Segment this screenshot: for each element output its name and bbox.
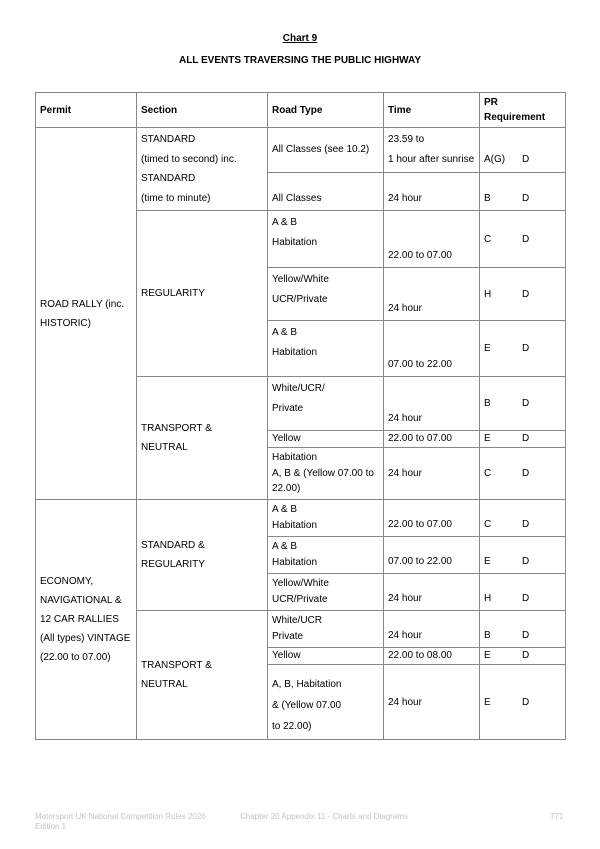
road-type-cell xyxy=(268,500,384,537)
pr-cell xyxy=(480,128,566,173)
pr-code: C xyxy=(484,233,492,245)
pr-cell xyxy=(480,611,566,648)
road-type-cell: All Classes xyxy=(268,172,384,210)
road-type-cell xyxy=(268,537,384,574)
road-text: Yellow/White xyxy=(272,578,329,589)
permit-text: ROAD RALLY (inc. xyxy=(40,298,125,310)
time-cell: 24 hour xyxy=(384,268,480,321)
pr-cell xyxy=(480,172,566,210)
section-text: NEUTRAL xyxy=(141,442,188,453)
road-text: Habitation xyxy=(272,557,318,568)
chart-subtitle: ALL EVENTS TRAVERSING THE PUBLIC HIGHWAY xyxy=(178,55,422,66)
col-pr: PR xyxy=(484,97,498,108)
time-cell: 24 hour xyxy=(384,611,480,648)
section-text: STANDARD xyxy=(141,173,196,184)
pr-code: D xyxy=(522,555,530,567)
section-text: NEUTRAL xyxy=(141,679,188,690)
road-text: 22.00) xyxy=(272,483,301,494)
pr-code: H xyxy=(484,288,492,300)
permit-text: HISTORIC) xyxy=(40,317,91,329)
pr-code: D xyxy=(522,433,530,444)
pr-cell xyxy=(480,268,566,321)
section-standard xyxy=(137,128,268,211)
table-row xyxy=(36,128,566,173)
road-text: UCR/Private xyxy=(272,293,328,305)
time-cell: 22.00 to 07.00 xyxy=(384,211,480,268)
pr-code: D xyxy=(522,696,530,708)
road-text: Habitation xyxy=(272,520,318,531)
road-text: A & B xyxy=(272,217,298,228)
road-type-cell xyxy=(268,611,384,648)
pr-cell xyxy=(480,211,566,268)
pr-code: D xyxy=(522,233,530,245)
road-type-cell xyxy=(268,211,384,268)
road-type-cell xyxy=(268,448,384,500)
col-permit: Permit xyxy=(36,93,137,128)
time-cell: 22.00 to 07.00 xyxy=(384,500,480,537)
section-transport xyxy=(137,377,268,500)
permit-text: ECONOMY, xyxy=(40,576,94,587)
chart-label: Chart 9 xyxy=(282,33,318,44)
pr-code: D xyxy=(522,288,530,300)
section-standard-regularity xyxy=(137,500,268,611)
section-transport-neutral xyxy=(137,611,268,740)
pr-cell xyxy=(480,448,566,500)
road-type-cell xyxy=(268,665,384,740)
section-text: REGULARITY xyxy=(141,559,205,570)
pr-code: E xyxy=(484,555,491,567)
pr-code: D xyxy=(522,650,530,661)
permit-text: 12 CAR RALLIES xyxy=(40,614,119,625)
pr-code: E xyxy=(484,650,491,661)
road-type-cell xyxy=(268,377,384,431)
road-type-cell: Yellow xyxy=(268,648,384,665)
road-text: A, B & (Yellow 07.00 to xyxy=(272,467,374,479)
footer-text: Edition 1 xyxy=(35,822,67,831)
road-text: Private xyxy=(272,402,304,414)
pr-cell xyxy=(480,377,566,431)
section-text: (timed to second) inc. xyxy=(141,153,237,165)
road-text: Habitation xyxy=(272,236,318,248)
pr-cell xyxy=(480,665,566,740)
rules-table xyxy=(35,92,566,740)
road-text: A, B, Habitation xyxy=(272,679,342,690)
pr-code: B xyxy=(484,398,491,409)
section-text: TRANSPORT & xyxy=(141,660,212,671)
pr-code: C xyxy=(484,468,492,479)
col-road-type: Road Type xyxy=(268,93,384,128)
pr-cell xyxy=(480,500,566,537)
pr-code: D xyxy=(522,518,530,530)
section-regularity: REGULARITY xyxy=(137,211,268,377)
section-text: STANDARD xyxy=(141,134,196,145)
pr-code: C xyxy=(484,518,492,530)
road-type-cell xyxy=(268,574,384,611)
road-text: & (Yellow 07.00 xyxy=(272,700,342,711)
pr-cell xyxy=(480,574,566,611)
pr-code: B xyxy=(484,629,491,641)
col-pr-requirement xyxy=(480,93,566,128)
section-text: STANDARD & xyxy=(141,540,205,551)
pr-code: D xyxy=(522,629,530,641)
pr-cell xyxy=(480,537,566,574)
time-cell: 24 hour xyxy=(384,665,480,740)
pr-code: E xyxy=(484,433,491,444)
road-text: Yellow/White xyxy=(272,274,329,285)
road-text: A & B xyxy=(272,327,298,338)
road-text: A & B xyxy=(272,541,298,552)
road-text: UCR/Private xyxy=(272,594,328,605)
pr-code: D xyxy=(522,592,530,604)
pr-code: E xyxy=(484,343,491,354)
road-text: Habitation xyxy=(272,346,318,358)
time-cell: 22.00 to 08.00 xyxy=(384,648,480,665)
table-header-row xyxy=(36,93,566,128)
footer-source xyxy=(35,812,206,832)
permit-text: (All types) VINTAGE xyxy=(40,633,131,644)
road-text: White/UCR/ xyxy=(272,383,325,394)
section-text: (time to minute) xyxy=(141,192,211,204)
road-text: Private xyxy=(272,631,304,642)
pr-cell xyxy=(480,431,566,448)
section-text: TRANSPORT & xyxy=(141,423,212,434)
pr-cell xyxy=(480,648,566,665)
col-requirement: Requirement xyxy=(484,112,546,123)
pr-code: D xyxy=(522,343,530,354)
pr-cell xyxy=(480,321,566,377)
col-time: Time xyxy=(384,93,480,128)
pr-code: E xyxy=(484,696,491,708)
col-section: Section xyxy=(137,93,268,128)
time-cell: 24 hour xyxy=(384,172,480,210)
table-row xyxy=(36,500,566,537)
road-type-cell: All Classes (see 10.2) xyxy=(268,128,384,173)
time-text: 23.59 to xyxy=(388,134,425,145)
time-text: 1 hour after sunrise xyxy=(388,153,475,165)
time-cell: 24 hour xyxy=(384,574,480,611)
permit-road-rally xyxy=(36,128,137,500)
road-text: A & B xyxy=(272,504,298,515)
time-cell xyxy=(384,128,480,173)
road-text: White/UCR xyxy=(272,615,323,626)
permit-text: (22.00 to 07.00) xyxy=(40,652,111,663)
time-cell: 24 hour xyxy=(384,377,480,431)
permit-text: NAVIGATIONAL & xyxy=(40,595,122,606)
pr-code: D xyxy=(522,192,530,204)
pr-code: D xyxy=(522,154,530,166)
pr-code: D xyxy=(522,398,530,409)
road-type-cell xyxy=(268,321,384,377)
road-text: Habitation xyxy=(272,452,318,463)
pr-code: A(G) xyxy=(484,154,506,166)
time-cell: 07.00 to 22.00 xyxy=(384,537,480,574)
page-number: 771 xyxy=(550,812,564,821)
footer-chapter: Chapter 20 Appendix 11 - Charts and Diagrams xyxy=(240,812,408,821)
time-cell: 07.00 to 22.00 xyxy=(384,321,480,377)
pr-code: B xyxy=(484,192,491,204)
pr-code: D xyxy=(522,468,530,479)
road-type-cell: Yellow xyxy=(268,431,384,448)
road-type-cell xyxy=(268,268,384,321)
footer-text: Motorsport UK National Competition Rules 2026 xyxy=(35,812,206,821)
road-text: to 22.00) xyxy=(272,721,312,732)
permit-economy xyxy=(36,500,137,740)
time-cell: 24 hour xyxy=(384,448,480,500)
time-cell: 22.00 to 07.00 xyxy=(384,431,480,448)
pr-code: H xyxy=(484,592,492,604)
